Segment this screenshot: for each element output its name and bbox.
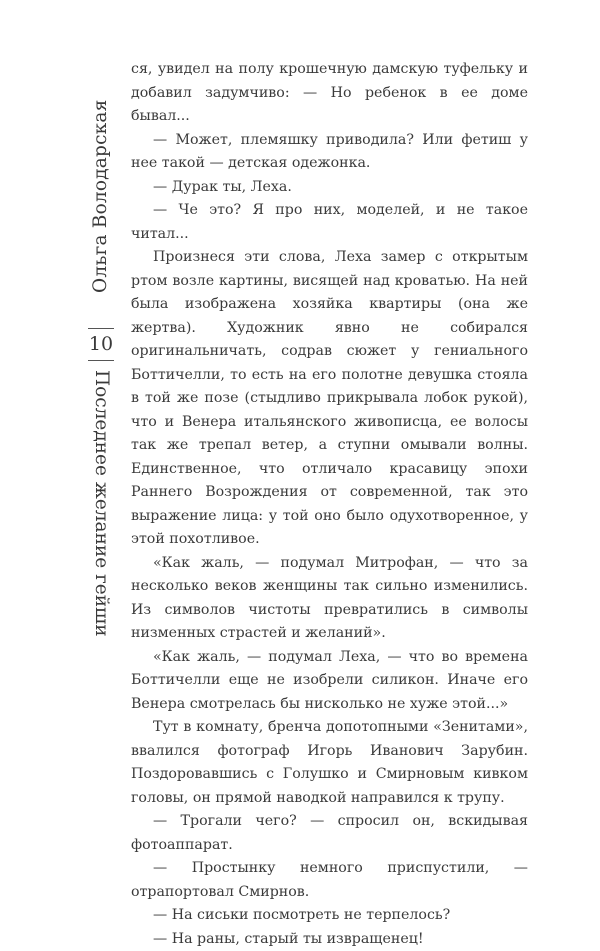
book-title: Последнее желание гейши	[84, 370, 118, 610]
page-number: 10	[84, 331, 118, 357]
paragraph: Произнеся эти слова, Леха замер с открытым ртом возле картины, висящей над кроватью. На ней была изображена хозяйка квартиры (она же жертва). Художник явно не собирался оригинальничать, содрав сюжет у гениального Боттичелли, то есть на его полотне девушка стояла в той же позе (стыдливо прикрывала лобок рукой), что и Венера итальянского живописца, ее волосы так же трепал ветер, а ступни омывали волны. Единственное, что отличало красавицу эпохи Раннего Возрождения от современной, так это выражение лица: у той оно было одухотворенное, у этой похотливое.	[131, 246, 528, 552]
header-divider	[88, 328, 114, 329]
paragraph: «Как жаль, — подумал Леха, — что во времена Боттичелли еще не изобрели силикон. Иначе его Венера смотрелась бы нисколько не хуже этой...»	[131, 646, 528, 717]
paragraph: — На раны, старый ты извращенец!	[131, 928, 528, 951]
paragraph: — Че это? Я про них, моделей, и не такое читал...	[131, 199, 528, 246]
paragraph: Тут в комнату, бренча допотопными «Зенитами», ввалился фотограф Игорь Иванович Зарубин. Поздоровавшись с Голушко и Смирновым кивком головы, он прямой наводкой направился к трупу.	[131, 716, 528, 810]
paragraph: — Простынку немного приспустили, — отрапортовал Смирнов.	[131, 857, 528, 904]
paragraph: «Как жаль, — подумал Митрофан, — что за несколько веков женщины так сильно изменились. Из символов чистоты превратились в символы низменных страстей и желаний».	[131, 552, 528, 646]
author-name: Ольга Володарская	[84, 76, 118, 316]
paragraph: — Трогали чего? — спросил он, вскидывая фотоаппарат.	[131, 810, 528, 857]
body-text	[131, 58, 528, 951]
header-divider	[88, 360, 114, 361]
paragraph: — Может, племяшку приводила? Или фетиш у нее такой — детская одежонка.	[131, 129, 528, 176]
paragraph: — Дурак ты, Леха.	[131, 176, 528, 200]
paragraph: — На сиськи посмотреть не терпелось?	[131, 904, 528, 928]
paragraph: ся, увидел на полу крошечную дамскую туфельку и добавил задумчиво: — Но ребенок в ее доме бывал...	[131, 58, 528, 129]
running-header-vertical	[84, 76, 118, 726]
